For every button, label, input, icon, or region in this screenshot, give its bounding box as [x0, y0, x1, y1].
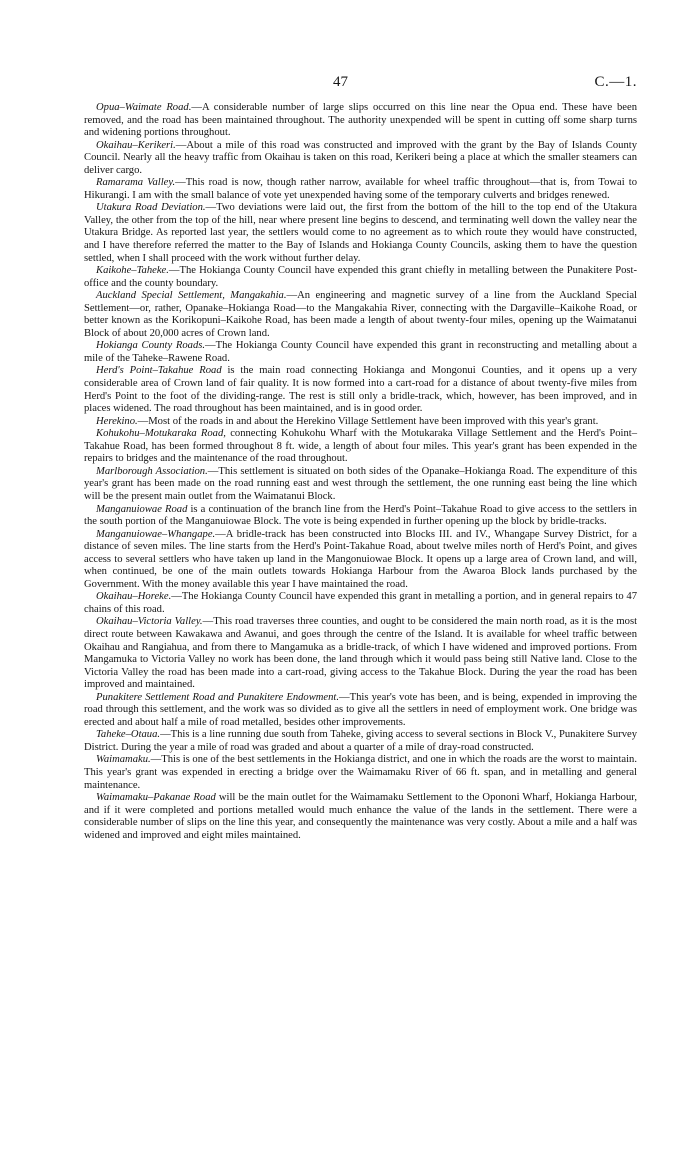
paragraph-text: —This year's vote has been, and is being, expended in improving the road through this settlement, and the work was so divided as to give all the settlers in need of employment work. One bridge was erected and about half a mile of road metalled, besides other improvements. [84, 691, 637, 728]
paragraph-kaikohe-taheke [84, 265, 637, 290]
body-text [84, 102, 637, 842]
paragraph-heading: Punakitere Settlement Road and Punakitere Endowment. [96, 691, 340, 703]
paragraph-kohukohu-motukaraka [84, 428, 637, 466]
paragraph-heading: Okaihau–Victoria Valley. [96, 616, 203, 628]
paragraph-heading: Taheke–Otaua. [96, 729, 161, 741]
paragraph-heading: Marlborough Association. [96, 465, 208, 477]
paragraph-heading: Okaihau–Kerikeri. [96, 139, 176, 151]
paragraph-text: —This settlement is situated on both sides of the Opanake–Hokianga Road. The expenditure of this year's grant has been made on the road running east and west through the settlement, the one running east being the line which will be the present main outlet from the Waimatanui Block. [84, 465, 637, 502]
paragraph-text: connecting Kohukohu Wharf with the Motukaraka Village Settlement and the Herd's Point–Takahue Road, has been formed throughout 8 ft. wide, a length of about four miles. This year's grant has been expended in the repairs to bridges and the maintenance of the road throughout. [84, 428, 637, 465]
paragraph-text: —The Hokianga County Council have expended this grant chiefly in metalling between the Punakitere Post-office and the county boundary. [84, 265, 637, 289]
paragraph-text: —A considerable number of large slips occurred on this line near the Opua end. These have been removed, and the road has been maintained throughout. The authority unexpended will be spent in cutting off some sharp turns and widening portions throughout. [84, 102, 637, 139]
paragraph-okaihau-victoria-valley [84, 616, 637, 691]
paragraph-taheke-otaua [84, 729, 637, 754]
paragraph-opua-waimate [84, 102, 637, 140]
paragraph-heading: Manganuiowae–Whangape. [96, 528, 216, 540]
paragraph-text: —Two deviations were laid out, the first from the bottom of the hill to the top end of the Utakura Valley, the other from the top of the hill, near where present line begins to descend, and terminating well down the valley near the Utakura Bridge. As reported last year, the settlers would come to no agreement as to which route they would have constructed, and I have therefore referred the matter to the Bay of Islands and Hokianga County Councils, asking them to have the question settled, when I shall proceed with the work without further delay. [84, 202, 637, 264]
paragraph-heading: Ramarama Valley. [96, 177, 176, 189]
paragraph-waimamaku-pakanae [84, 792, 637, 842]
paragraph-herekino [84, 416, 637, 429]
paragraph-text: —This is a line running due south from Taheke, giving access to several sections in Block V., Punakitere Survey District. During the year a mile of road was graded and about a quarter of a mile of dray-road constructed. [84, 729, 637, 753]
paragraph-heading: Herekino. [96, 415, 138, 427]
paragraph-text: —Most of the roads in and about the Herekino Village Settlement have been improved with this year's grant. [137, 415, 599, 427]
paragraph-text: —This is one of the best settlements in the Hokianga district, and one in which the roads are the worst to maintain. This year's grant was expended in erecting a bridge over the Waimamaku River of 66 ft. span, and in metalling and general maintenance. [84, 754, 637, 791]
paragraph-heading: Hokianga County Roads. [96, 340, 206, 352]
paragraph-text: —A bridle-track has been constructed into Blocks III. and IV., Whangape Survey District, for a distance of seven miles. The line starts from the Herd's Point-Takahue Road, about twelve miles north of Herd's Point, and gives access to several settlers who have taken up land in the Mangonuiowae Block. It opens up a large area of Crown land, and will, when continued, be one of the main outlets towards Hokianga Harbour from the Awaroa Block lands purchased by the Government. With the money available this year I have maintained the road. [84, 528, 637, 590]
paragraph-text: is the main road connecting Hokianga and Mongonui Counties, and it opens up a very considerable area of Crown land of fair quality. It is now formed into a cart-road for a distance of about twenty-five miles from Herd's Point to the foot of the dividing-range. The rest is still only a bridle-track, which, however, has been improved, and in places widened. The road throughout has been maintained, and is in good order. [84, 365, 637, 415]
paragraph-text: will be the main outlet for the Waimamaku Settlement to the Opononi Wharf, Hokianga Harbour, and if it were completed and portions metalled would much enhance the value of the lands in the settlement. There were a considerable number of slips on the line this year, and consequently the maintenance was very costly. About a mile and a half was widened and improved and eight miles maintained. [84, 792, 637, 841]
paragraph-text: —This road traverses three counties, and ought to be considered the main north road, as it is the most direct route between Kawakawa and Awanui, and goes through the centre of the Island. It is available for wheel traffic between Okaihau and Rangiahua, and from there to Mangamuka as a bridle-track, of which I have widened and improved portions. From Mangamuka to Victoria Valley no work has been done, the land through which it would pass being still Native land. Close to the Victoria Valley the road has been made into a cart-road, giving access to the Takahue Block. During the year the road has been improved and maintained. [84, 616, 638, 691]
paragraph-text: —The Hokianga County Council have expended this grant in reconstructing and metalling about a mile of the Taheke–Rawene Road. [84, 340, 638, 364]
paragraph-waimamaku [84, 754, 637, 792]
paragraph-text: is a continuation of the branch line from the Herd's Point–Takahue Road to give access to the settlers in the south portion of the Manganuiowae Block. The vote is being expended in further opening up the block by bridle-tracks. [84, 503, 637, 528]
paragraph-hokianga-county-roads [84, 340, 637, 365]
paragraph-manganuiowae-road [84, 504, 637, 529]
paragraph-text: —The Hokianga County Council have expended this grant in metalling a portion, and in general repairs to 47 chains of this road. [84, 591, 637, 615]
paragraph-text: —An engineering and magnetic survey of a line from the Auckland Special Settlement—or, rather, Opanake–Hokianga Road—to the Mangakahia River, connecting with the Dargaville–Kaikohe Road, or better known as the Korikopuni–Kaikohe Road, has been made a length of about twenty-four miles, opening up the Waimatanui Block of about 20,000 acres of Crown land. [84, 290, 637, 339]
paragraph-heading: Waimamaku–Pakanae Road [96, 792, 216, 804]
paragraph-heading: Kohukohu–Motukaraka Road, [96, 428, 226, 440]
page-number: 47 [333, 74, 348, 90]
paragraph-punakitere-settlement [84, 692, 637, 730]
paragraph-heading: Manganuiowae Road [96, 503, 188, 515]
paragraph-ramarama-valley [84, 177, 637, 202]
paragraph-auckland-special-settlement [84, 290, 637, 340]
paragraph-heading: Utakura Road Deviation. [96, 202, 206, 214]
paragraph-text: —This road is now, though rather narrow, available for wheel traffic throughout—that is, from Towai to Hikurangi. I am with the small balance of vote yet unexpended having some of the temporary culverts and bridges renewed. [84, 177, 637, 201]
paragraph-text: —About a mile of this road was constructed and improved with the grant by the Bay of Islands County Council. Nearly all the heavy traffic from Okaihau is taken on this road, Kerikeri being a place at which the smaller steamers can deliver cargo. [84, 139, 637, 176]
paragraph-manganuiowae-whangape [84, 529, 637, 592]
paragraph-herds-point-takahue [84, 365, 637, 415]
paragraph-okaihau-kerikeri [84, 140, 637, 178]
document-reference: C.—1. [594, 74, 637, 90]
paragraph-heading: Herd's Point–Takahue Road [96, 365, 222, 377]
paragraph-utakura-road-deviation [84, 202, 637, 265]
paragraph-heading: Kaikohe–Taheke. [96, 265, 169, 277]
paragraph-marlborough-association [84, 466, 637, 504]
paragraph-heading: Waimamaku. [96, 754, 151, 766]
paragraph-heading: Opua–Waimate Road. [96, 102, 192, 113]
paragraph-heading: Auckland Special Settlement, Mangakahia. [96, 290, 287, 302]
paragraph-heading: Okaihau–Horeke. [96, 591, 172, 603]
paragraph-okaihau-horeke [84, 591, 637, 616]
